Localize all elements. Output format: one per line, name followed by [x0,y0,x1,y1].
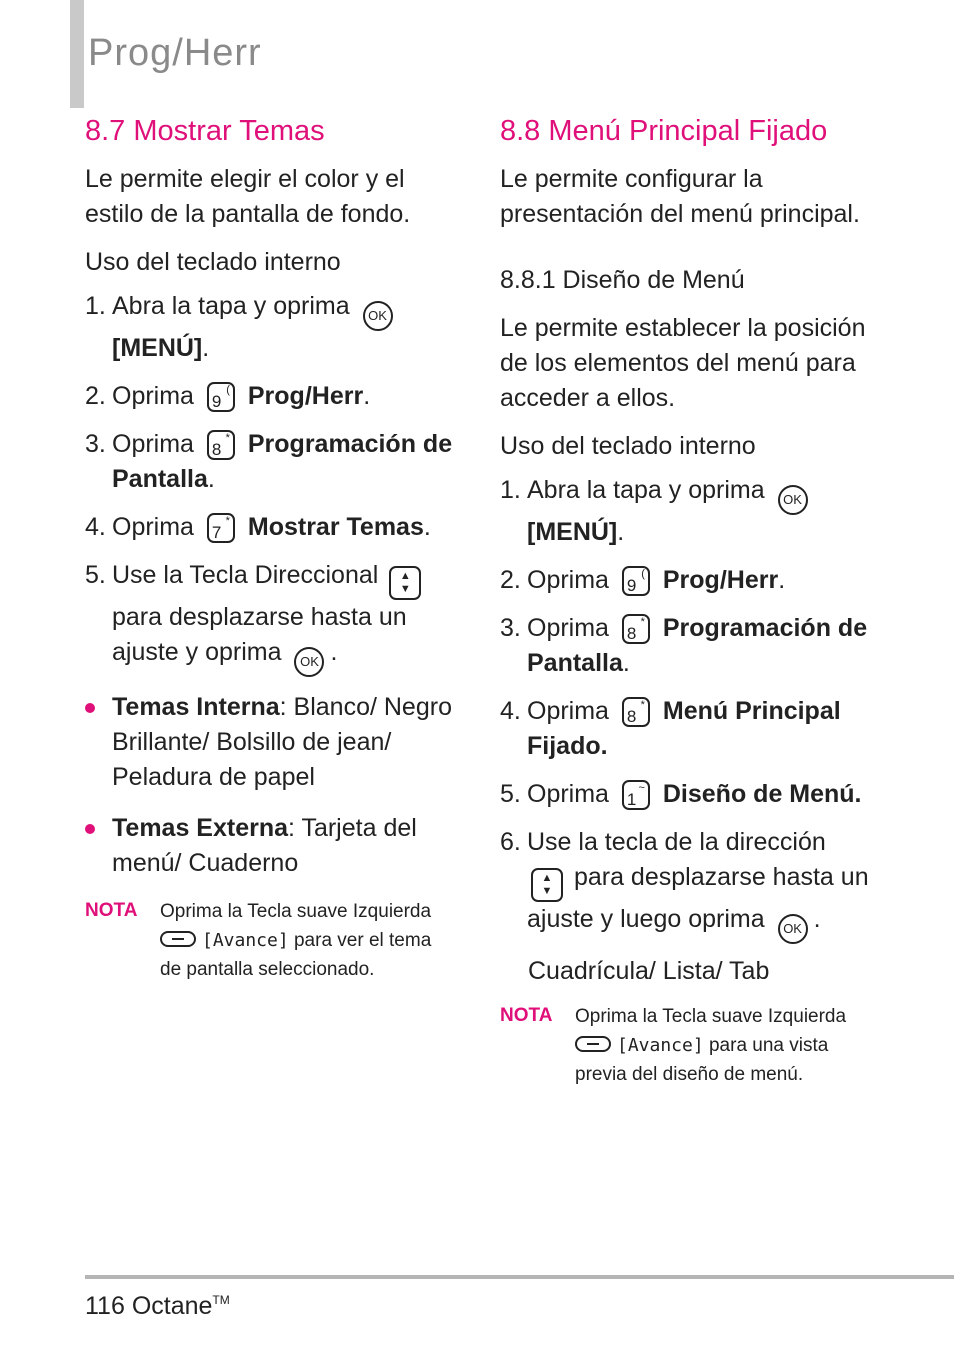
step-5: 5. Oprima 1 ~ Diseño de Menú. [500,780,862,809]
step-3: 3. Oprima 8 * Programación de Pantalla. [85,430,453,493]
ok-key-icon: OK [778,914,808,944]
bullet-temas-externa: Temas Externa: Tarjeta del menú/ Cuaderno [85,811,457,881]
subheading: Uso del teclado interno [85,248,341,276]
navigation-key-icon: ▲ ▼ [531,868,563,902]
key-7-icon: 7 * [207,513,235,543]
subsection-heading-8-8-1: 8.8.1 Diseño de Menú [500,266,745,294]
step-5: 5. Use la Tecla Direccional ▲ ▼ para desplazarse hasta un ajuste y oprima OK . [85,558,457,677]
right-column [500,115,872,1089]
ok-key-icon: OK [294,647,324,677]
key-8-icon: 8 * [207,430,235,460]
step-4: 4. Oprima 8 * Menú Principal Fijado. [500,697,841,760]
ok-key-icon: OK [363,301,393,331]
section-heading-8-8: 8.8 Menú Principal Fijado [500,115,828,147]
note-label: NOTA [85,900,138,921]
subheading: Uso del teclado interno [500,432,756,460]
key-8-icon: 8 * [622,614,650,644]
step-1: 1. Abra la tapa y oprima OK [MENÚ]. [85,289,457,366]
product-name: Octane [131,1292,213,1320]
note-label: NOTA [500,1005,553,1026]
trademark: TM [212,1293,230,1307]
footer-rule [85,1275,954,1279]
step-6: 6. Use la tecla de la dirección ▲ ▼ para desplazarse hasta un ajuste y luego oprima OK . [500,825,872,944]
step-1: 1. Abra la tapa y oprima OK [MENÚ]. [500,473,872,550]
bullet-temas-interna: Temas Interna: Blanco/ Negro Brillante/ Bolsillo de jean/ Peladura de papel [85,690,457,795]
note: NOTA Oprima la Tecla suave Izquierda [Avance] para una vista previa del diseño de menú. [500,1002,872,1089]
ok-key-icon: OK [778,485,808,515]
note: NOTA Oprima la Tecla suave Izquierda [Avance] para ver el tema de pantalla seleccionado. [85,897,457,984]
key-9-icon: 9 ( [622,566,650,596]
header-bar [70,0,84,108]
soft-key-icon [160,931,196,947]
page-number: 116 [85,1292,125,1320]
key-9-icon: 9 ( [207,382,235,412]
navigation-key-icon: ▲ ▼ [389,566,421,600]
step-2: 2. Oprima 9 ( Prog/Herr. [500,566,786,595]
step-2: 2. Oprima 9 ( Prog/Herr. [85,382,371,411]
subsection-intro: Le permite establecer la posición de los elementos del menú para acceder a ellos. [500,314,866,412]
step-4: 4. Oprima 7 * Mostrar Temas. [85,513,431,542]
page-title: Prog/Herr [88,32,262,74]
section-intro: Le permite configurar la presentación del menú principal. [500,165,860,228]
key-8-icon: 8 * [622,697,650,727]
left-column [85,115,457,984]
bullet-dot [85,824,95,834]
soft-key-icon [575,1036,611,1052]
footer [85,1292,230,1321]
bullet-dot [85,703,95,713]
section-heading-8-7: 8.7 Mostrar Temas [85,115,325,147]
section-intro: Le permite elegir el color y el estilo de la pantalla de fondo. [85,165,411,228]
layout-options: Cuadrícula/ Lista/ Tab [528,957,770,985]
step-3: 3. Oprima 8 * Programación de Pantalla. [500,614,868,677]
key-1-icon: 1 ~ [622,780,650,810]
